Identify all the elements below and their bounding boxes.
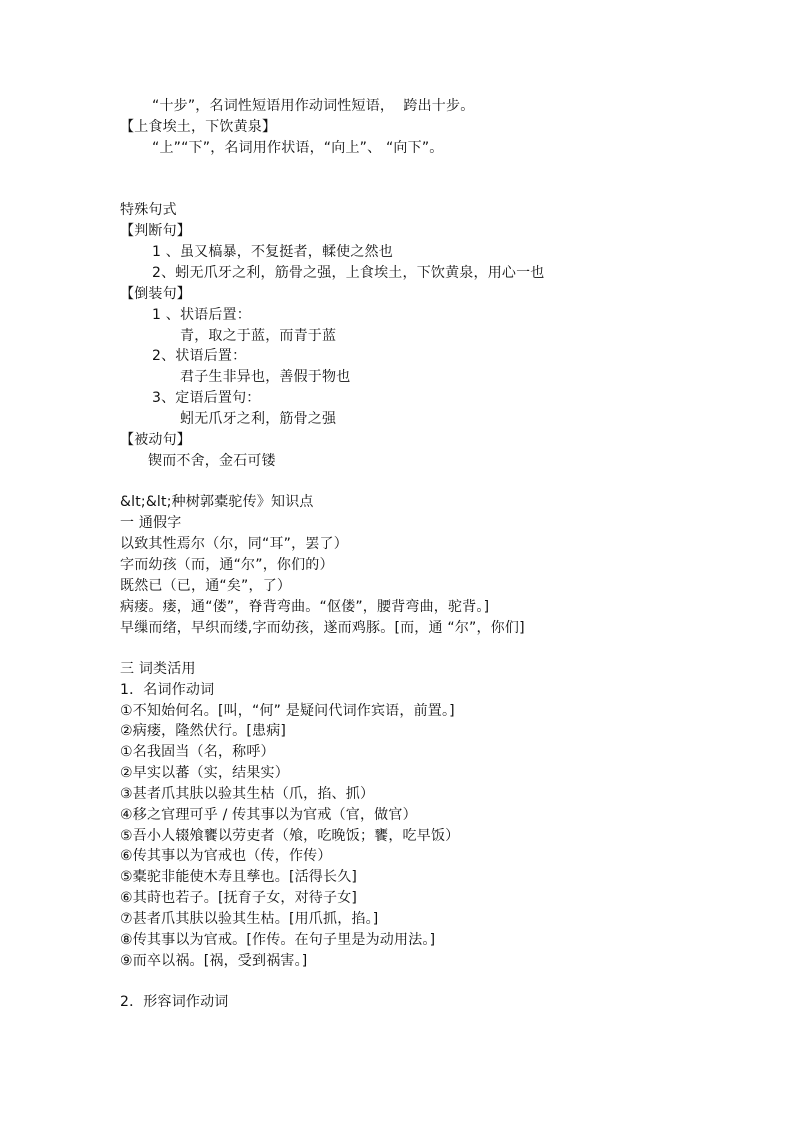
text-line: ①不知始何名。[叫，“何” 是疑问代词作宾语，前置。] [120,703,455,719]
text-line: ⑤吾小人辍飧饔以劳吏者（飧，吃晚饭；饔，吃早饭） [120,828,460,844]
text-line: ⑨而卒以祸。[祸，受到祸害。] [120,953,308,969]
subsection-heading: 2．形容词作动词 [120,994,229,1010]
bracket-heading: 【上食埃土，下饮黄泉】 [120,119,277,135]
text-line: ⑥其莳也若子。[抚育子女，对待子女] [120,890,358,906]
text-line: 1 、状语后置： [152,307,251,323]
text-line: ⑥传其事以为官戒也（传，作传） [120,848,332,864]
text-line: 字而幼孩（而，通“尔”，你们的） [120,557,334,573]
text-line: ⑤橐驼非能使木寿且孳也。[活得长久] [120,869,358,885]
text-line: 锲而不舍，金石可镂 [148,453,276,469]
text-line: 3、定语后置句： [152,390,261,406]
text-line: 既然已（已，通“矣”，了） [120,578,292,594]
subsection-heading: 1．名词作动词 [120,682,215,698]
text-line: 以致其性焉尔（尔，同“耳”，罢了） [120,536,348,552]
text-line: 早缫而绪，早织而缕,字而幼孩，遂而鸡豚。[而，通 “尔”，你们] [120,620,525,636]
text-line: ①名我固当（名，称呼） [120,744,275,760]
text-line: 2、状语后置： [152,348,247,364]
text-line: “十步”，名词性短语用作动词性短语， 跨出十步。 [152,98,475,114]
text-line: 君子生非异也，善假于物也 [180,369,351,385]
subsection-heading: 一 通假字 [120,515,182,531]
section-heading: &lt;&lt;种树郭橐驼传》知识点 [120,494,314,510]
bracket-heading: 【倒装句】 [120,286,191,302]
text-line: 蚓无爪牙之利，筋骨之强 [180,411,337,427]
text-line: ②病瘘，隆然伏行。[患病] [120,723,287,739]
text-line: 病瘘。瘘，通“偻”，脊背弯曲。“伛偻”，腰背弯曲，驼背。] [120,599,490,615]
text-line: 1 、虽又槁暴，不复挺者，輮使之然也 [152,244,393,260]
text-line: ②早实以蕃（实，结果实） [120,765,289,781]
bracket-heading: 【判断句】 [120,223,191,239]
text-line: 青，取之于蓝，而青于蓝 [180,328,337,344]
text-line: “上”“下”，名词用作状语，“向上”、 “向下”。 [152,140,444,156]
text-line: ⑧传其事以为官戒。[作传。在句子里是为动用法。] [120,932,436,948]
text-line: 2、蚓无爪牙之利，筋骨之强，上食埃土，下饮黄泉，用心一也 [152,265,545,281]
bracket-heading: 【被动句】 [120,432,191,448]
text-line: ④移之官理可乎 / 传其事以为官戒（官，做官） [120,807,417,823]
text-line: ⑦甚者爪其肤以验其生枯。[用爪抓，掐。] [120,911,379,927]
section-heading: 特殊句式 [120,202,177,218]
subsection-heading: 三 词类活用 [120,661,196,677]
text-line: ③甚者爪其肤以验其生枯（爪，掐、抓） [120,786,375,802]
